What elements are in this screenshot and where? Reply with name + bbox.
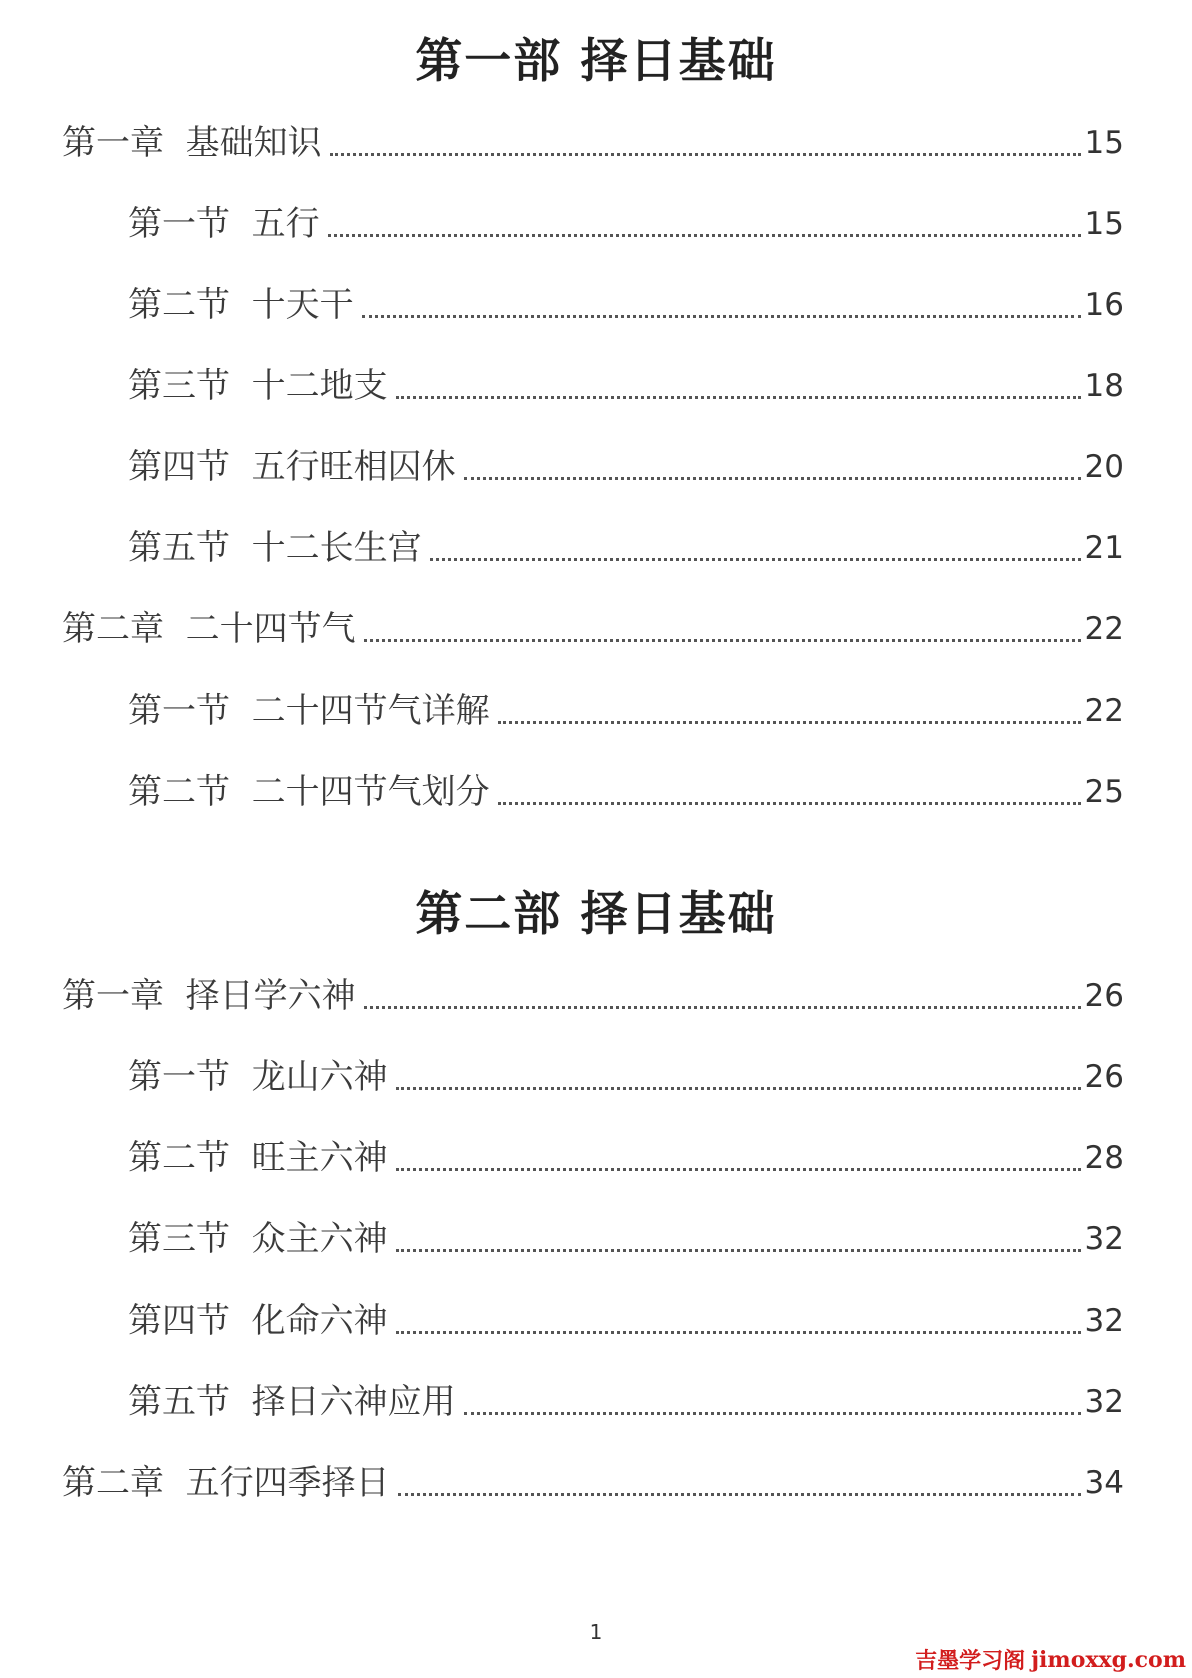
entry-page-number: 32 (1084, 1303, 1124, 1339)
entry-label: 第五节 择日六神应用 (128, 1382, 456, 1422)
entry-page-number: 18 (1084, 368, 1124, 404)
entry-page-number: 25 (1084, 774, 1124, 810)
toc-entry-section[interactable] (128, 1214, 1124, 1264)
entry-page-number: 26 (1084, 1059, 1124, 1095)
dot-leader (396, 1249, 1081, 1252)
entry-label: 第三节 十二地支 (128, 366, 388, 406)
toc-entry-section[interactable] (128, 523, 1124, 573)
dot-leader (430, 558, 1081, 561)
entry-page-number: 34 (1084, 1465, 1124, 1501)
entry-label: 第四节 五行旺相囚休 (128, 447, 456, 487)
toc-entry-section[interactable] (128, 1052, 1124, 1102)
toc-entry-section[interactable] (128, 1133, 1124, 1183)
dot-leader (396, 396, 1081, 399)
dot-leader (498, 802, 1081, 805)
entry-label: 第二节 十天干 (128, 285, 354, 325)
entry-page-number: 16 (1084, 287, 1124, 323)
entry-label: 第一节 龙山六神 (128, 1057, 388, 1097)
entry-page-number: 21 (1084, 530, 1124, 566)
watermark-url: jimoxxg.com (1031, 1646, 1186, 1673)
part-title: 第一部 择日基础 (415, 34, 777, 89)
dot-leader (498, 721, 1081, 724)
entry-label: 第二章 五行四季择日 (62, 1463, 390, 1503)
dot-leader (328, 234, 1081, 237)
entry-label: 第一章 择日学六神 (62, 976, 356, 1016)
toc-entry-chapter[interactable] (62, 118, 1124, 168)
entry-page-number: 22 (1084, 693, 1124, 729)
entry-label: 第一节 二十四节气详解 (128, 691, 490, 731)
entry-page-number: 15 (1084, 206, 1124, 242)
dot-leader (396, 1331, 1081, 1334)
dot-leader (362, 315, 1081, 318)
entry-label: 第四节 化命六神 (128, 1301, 388, 1341)
page-number: 1 (589, 1620, 603, 1644)
dot-leader (464, 477, 1081, 480)
entry-page-number: 22 (1084, 611, 1124, 647)
entry-page-number: 15 (1084, 125, 1124, 161)
entry-page-number: 32 (1084, 1384, 1124, 1420)
dot-leader (364, 1006, 1081, 1009)
dot-leader (396, 1087, 1081, 1090)
entry-label: 第二节 二十四节气划分 (128, 772, 490, 812)
entry-page-number: 32 (1084, 1221, 1124, 1257)
toc-entry-section[interactable] (128, 1377, 1124, 1427)
toc-entry-section[interactable] (128, 1296, 1124, 1346)
toc-entry-chapter[interactable] (62, 971, 1124, 1021)
watermark (915, 1644, 1186, 1675)
entry-label: 第一章 基础知识 (62, 123, 322, 163)
toc-entry-section[interactable] (128, 280, 1124, 330)
dot-leader (398, 1493, 1081, 1496)
entry-label: 第二节 旺主六神 (128, 1138, 388, 1178)
toc-entry-section[interactable] (128, 361, 1124, 411)
toc-entry-chapter[interactable] (62, 604, 1124, 654)
entry-page-number: 26 (1084, 978, 1124, 1014)
dot-leader (364, 639, 1081, 642)
dot-leader (330, 153, 1081, 156)
toc-entry-section[interactable] (128, 199, 1124, 249)
toc-entry-section[interactable] (128, 767, 1124, 817)
dot-leader (464, 1412, 1081, 1415)
entry-page-number: 20 (1084, 449, 1124, 485)
entry-label: 第五节 十二长生宫 (128, 528, 422, 568)
toc-entry-section[interactable] (128, 686, 1124, 736)
dot-leader (396, 1168, 1081, 1171)
entry-label: 第三节 众主六神 (128, 1219, 388, 1259)
watermark-site-name: 吉墨学习阁 (915, 1649, 1026, 1674)
entry-label: 第一节 五行 (128, 204, 320, 244)
toc-entry-chapter[interactable] (62, 1458, 1124, 1508)
part-title: 第二部 择日基础 (415, 887, 777, 942)
entry-label: 第二章 二十四节气 (62, 609, 356, 649)
entry-page-number: 28 (1084, 1140, 1124, 1176)
toc-entry-section[interactable] (128, 442, 1124, 492)
